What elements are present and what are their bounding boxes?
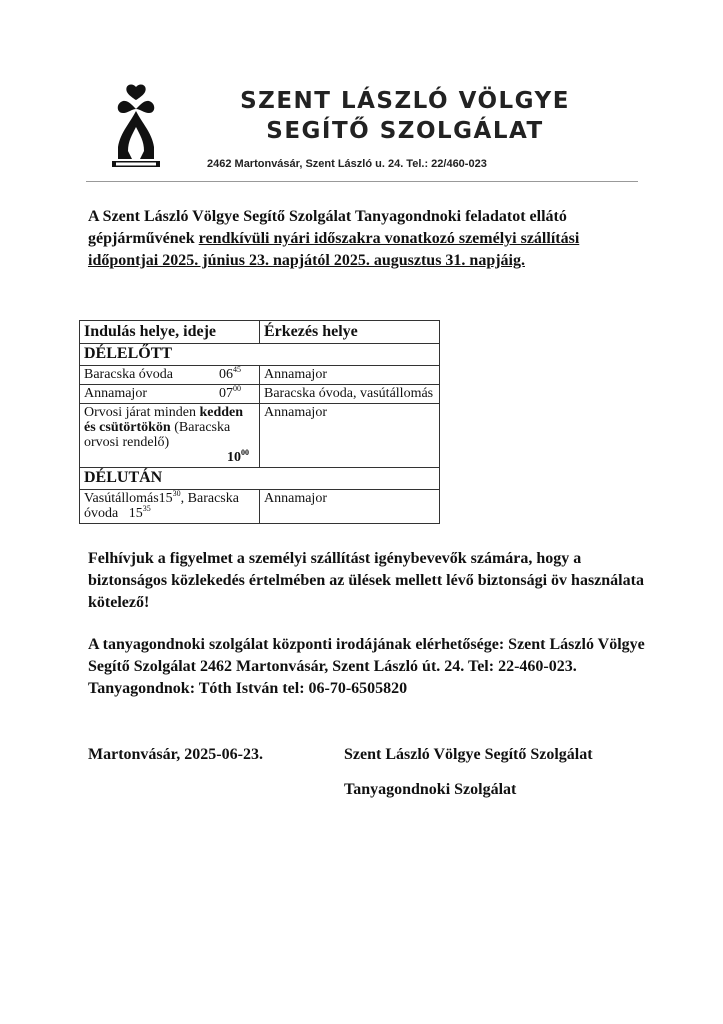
- intro-text: A Szent László Völgye Segítő Szolgálat Tanyagondnoki feladatot ellátó gépjárművének: [88, 208, 567, 247]
- section-row-morning: [80, 344, 440, 366]
- afternoon-label: DÉLUTÁN: [80, 468, 440, 490]
- schedule-table: [79, 320, 440, 524]
- org-address: 2462 Martonvásár, Szent László u. 24. Tel.: 22/460-023: [207, 158, 487, 170]
- medical-trip-description: Orvosi járat minden kedden és csütörtökön (Baracska orvosi rendelő): [84, 405, 244, 450]
- signature-line-2: Tanyagondnoki Szolgálat: [344, 781, 517, 798]
- contact-info: A tanyagondnoki szolgálat központi irodájának elérhetősége: Szent László Völgye Segítő Szolgálat 2462 Martonvásár, Szent László út. 24. Tel: 22-460-023. Tanyagondnok: Tóth István tel: 06-70-6505820: [88, 636, 645, 697]
- intro-underlined-text: rendkívüli nyári időszakra vonatkozó személyi szállítási időpontjai 2025. június 23. napjától 2025. augusztus 31. napjáig.: [88, 230, 580, 269]
- header-divider: [86, 181, 638, 182]
- table-row: [80, 366, 440, 385]
- intro-paragraph: [88, 206, 628, 272]
- medical-trip-time: $10^{00}$: [227, 448, 249, 465]
- departure-time: $07^{00}$: [219, 384, 241, 401]
- org-title-line1: SZENT LÁSZLÓ VÖLGYE: [240, 88, 570, 114]
- schedule-header-row: [80, 321, 440, 344]
- afternoon-departure: $Vasútállomás15^{30}$, Baracska óvoda $15^{35}$: [80, 490, 260, 524]
- organization-name: [210, 86, 600, 146]
- org-title-line2: SEGÍTŐ SZOLGÁLAT: [266, 118, 544, 144]
- organization-logo: [108, 83, 164, 171]
- table-row: [80, 490, 440, 524]
- morning-label: DÉLELŐTT: [80, 344, 440, 366]
- arrival-place: Annamajor: [260, 366, 440, 385]
- place-and-date: Martonvásár, 2025-06-23.: [88, 746, 263, 763]
- table-row: [80, 385, 440, 404]
- col-departure-header: Indulás helye, ideje: [80, 321, 260, 344]
- col-arrival-header: Érkezés helye: [260, 321, 440, 344]
- departure-time: $06^{45}$: [219, 365, 241, 382]
- signature-line-1: Szent László Völgye Segítő Szolgálat: [344, 746, 593, 763]
- section-row-afternoon: [80, 468, 440, 490]
- departure-place: Annamajor: [84, 386, 147, 401]
- arrival-place: Annamajor: [260, 490, 440, 524]
- arrival-place: Baracska óvoda, vasútállomás: [260, 385, 440, 404]
- safety-notice: Felhívjuk a figyelmet a személyi szállítást igénybevevők számára, hogy a biztonságos közlekedés értelmében az ülések mellett lévő biztonsági öv használata kötelező!: [88, 550, 644, 611]
- table-row-medical: [80, 404, 440, 468]
- departure-place: Baracska óvoda: [84, 367, 174, 382]
- arrival-place: Annamajor: [260, 404, 440, 468]
